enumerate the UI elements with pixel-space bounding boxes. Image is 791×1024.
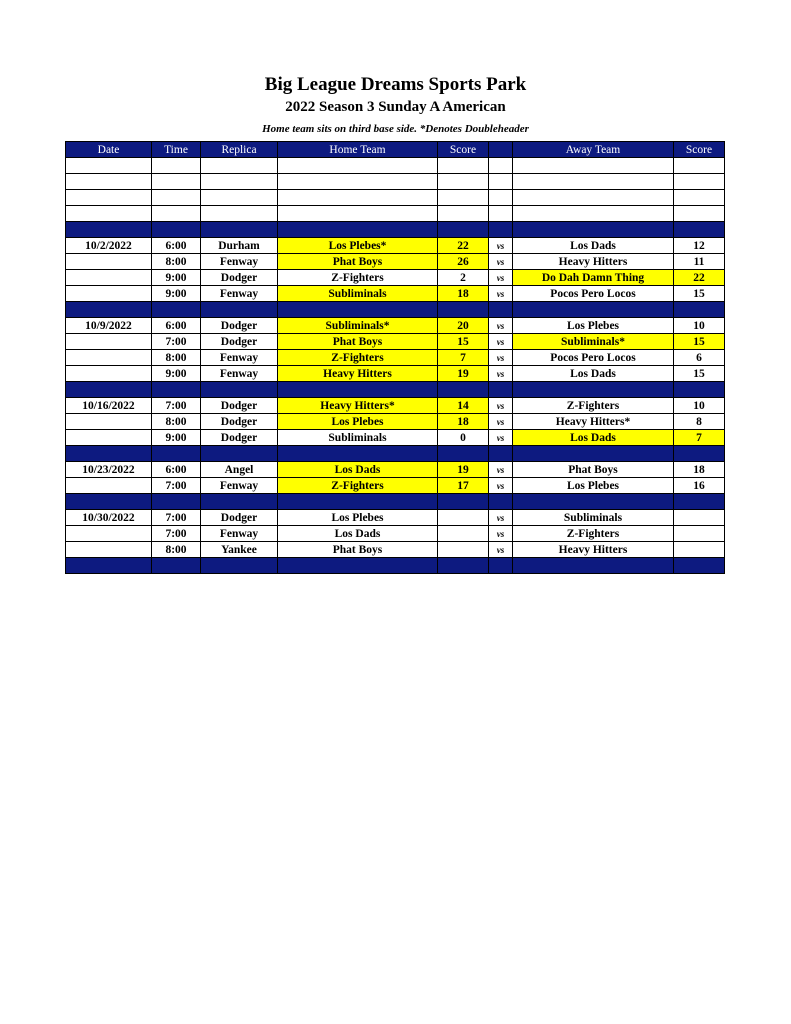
away-team-cell: Los Plebes [513, 318, 674, 334]
vs-cell: vs [489, 510, 513, 526]
away-score-cell: 11 [674, 254, 725, 270]
home-score-cell: 0 [438, 430, 489, 446]
away-team-cell: Do Dah Damn Thing [513, 270, 674, 286]
blank-cell [152, 174, 201, 190]
game-row [66, 254, 725, 270]
blank-cell [152, 190, 201, 206]
col-away-team: Away Team [513, 142, 674, 158]
home-score-cell: 15 [438, 334, 489, 350]
blank-cell [489, 206, 513, 222]
vs-cell: vs [489, 462, 513, 478]
home-team-cell: Los Dads [278, 526, 438, 542]
home-team-cell: Heavy Hitters* [278, 398, 438, 414]
separator-cell [201, 222, 278, 238]
separator-cell [278, 222, 438, 238]
game-row [66, 462, 725, 478]
separator-cell [438, 558, 489, 574]
blank-cell [278, 174, 438, 190]
vs-cell: vs [489, 254, 513, 270]
date-cell: 10/2/2022 [66, 238, 152, 254]
blank-cell [674, 190, 725, 206]
separator-cell [674, 302, 725, 318]
time-cell: 9:00 [152, 366, 201, 382]
home-score-cell [438, 510, 489, 526]
home-score-cell: 14 [438, 398, 489, 414]
game-row [66, 430, 725, 446]
date-cell [66, 350, 152, 366]
away-team-cell: Z-Fighters [513, 526, 674, 542]
away-score-cell: 10 [674, 398, 725, 414]
separator-cell [66, 222, 152, 238]
home-team-cell: Subliminals [278, 430, 438, 446]
separator-cell [278, 302, 438, 318]
separator-cell [674, 494, 725, 510]
vs-cell: vs [489, 286, 513, 302]
vs-cell: vs [489, 430, 513, 446]
time-cell: 6:00 [152, 318, 201, 334]
replica-cell: Dodger [201, 334, 278, 350]
time-cell: 6:00 [152, 238, 201, 254]
separator-cell [674, 446, 725, 462]
separator-row [66, 494, 725, 510]
vs-cell: vs [489, 398, 513, 414]
home-team-cell: Los Plebes [278, 414, 438, 430]
separator-cell [438, 222, 489, 238]
blank-cell [278, 190, 438, 206]
blank-cell [489, 158, 513, 174]
separator-cell [66, 382, 152, 398]
away-score-cell: 18 [674, 462, 725, 478]
blank-cell [489, 190, 513, 206]
blank-cell [66, 174, 152, 190]
game-row [66, 350, 725, 366]
vs-cell: vs [489, 350, 513, 366]
separator-cell [513, 382, 674, 398]
vs-cell: vs [489, 414, 513, 430]
separator-cell [152, 494, 201, 510]
home-team-cell: Los Plebes* [278, 238, 438, 254]
game-row [66, 270, 725, 286]
home-score-cell: 18 [438, 414, 489, 430]
blank-cell [438, 174, 489, 190]
time-cell: 8:00 [152, 542, 201, 558]
blank-cell [201, 190, 278, 206]
separator-row [66, 558, 725, 574]
home-score-cell: 22 [438, 238, 489, 254]
away-score-cell [674, 542, 725, 558]
date-cell [66, 270, 152, 286]
separator-cell [201, 302, 278, 318]
game-row [66, 318, 725, 334]
home-team-cell: Phat Boys [278, 334, 438, 350]
col-date: Date [66, 142, 152, 158]
separator-cell [201, 382, 278, 398]
replica-cell: Durham [201, 238, 278, 254]
replica-cell: Fenway [201, 478, 278, 494]
vs-cell: vs [489, 526, 513, 542]
date-cell: 10/16/2022 [66, 398, 152, 414]
time-cell: 7:00 [152, 478, 201, 494]
separator-row [66, 222, 725, 238]
replica-cell: Fenway [201, 350, 278, 366]
blank-cell [438, 206, 489, 222]
time-cell: 7:00 [152, 334, 201, 350]
away-team-cell: Subliminals [513, 510, 674, 526]
blank-row [66, 158, 725, 174]
away-team-cell: Phat Boys [513, 462, 674, 478]
away-score-cell: 22 [674, 270, 725, 286]
separator-cell [152, 558, 201, 574]
blank-cell [438, 190, 489, 206]
separator-cell [489, 382, 513, 398]
separator-cell [513, 494, 674, 510]
blank-cell [201, 206, 278, 222]
home-score-cell: 26 [438, 254, 489, 270]
game-row [66, 542, 725, 558]
date-cell [66, 542, 152, 558]
date-cell: 10/30/2022 [66, 510, 152, 526]
blank-row [66, 190, 725, 206]
game-row [66, 414, 725, 430]
blank-cell [513, 190, 674, 206]
time-cell: 7:00 [152, 510, 201, 526]
schedule-note: Home team sits on third base side. *Denotes Doubleheader [262, 123, 529, 135]
date-cell: 10/23/2022 [66, 462, 152, 478]
away-score-cell: 12 [674, 238, 725, 254]
home-team-cell: Phat Boys [278, 254, 438, 270]
separator-cell [438, 382, 489, 398]
vs-cell: vs [489, 334, 513, 350]
separator-cell [201, 446, 278, 462]
blank-row [66, 206, 725, 222]
col-home-team: Home Team [278, 142, 438, 158]
home-team-cell: Subliminals* [278, 318, 438, 334]
replica-cell: Yankee [201, 542, 278, 558]
replica-cell: Dodger [201, 510, 278, 526]
away-team-cell: Los Plebes [513, 478, 674, 494]
separator-row [66, 302, 725, 318]
replica-cell: Dodger [201, 270, 278, 286]
away-score-cell: 10 [674, 318, 725, 334]
page-title: Big League Dreams Sports Park [264, 74, 527, 95]
vs-cell: vs [489, 318, 513, 334]
col-replica: Replica [201, 142, 278, 158]
away-score-cell: 6 [674, 350, 725, 366]
separator-cell [513, 446, 674, 462]
away-team-cell: Los Dads [513, 430, 674, 446]
separator-cell [489, 494, 513, 510]
game-row [66, 238, 725, 254]
home-score-cell: 19 [438, 366, 489, 382]
blank-cell [513, 206, 674, 222]
home-team-cell: Los Plebes [278, 510, 438, 526]
season-subtitle: 2022 Season 3 Sunday A American [285, 99, 506, 115]
away-score-cell: 15 [674, 334, 725, 350]
separator-cell [278, 494, 438, 510]
separator-cell [438, 302, 489, 318]
replica-cell: Dodger [201, 414, 278, 430]
away-team-cell: Z-Fighters [513, 398, 674, 414]
date-cell [66, 478, 152, 494]
home-team-cell: Subliminals [278, 286, 438, 302]
home-team-cell: Z-Fighters [278, 350, 438, 366]
vs-cell: vs [489, 478, 513, 494]
time-cell: 8:00 [152, 414, 201, 430]
separator-cell [278, 558, 438, 574]
away-score-cell: 15 [674, 366, 725, 382]
date-cell: 10/9/2022 [66, 318, 152, 334]
separator-cell [674, 222, 725, 238]
vs-cell: vs [489, 270, 513, 286]
col-vs [489, 142, 513, 158]
date-cell [66, 526, 152, 542]
home-team-cell: Los Dads [278, 462, 438, 478]
time-cell: 9:00 [152, 430, 201, 446]
away-score-cell [674, 510, 725, 526]
schedule-body [66, 158, 725, 574]
separator-cell [513, 302, 674, 318]
home-score-cell: 20 [438, 318, 489, 334]
blank-cell [674, 158, 725, 174]
blank-cell [278, 158, 438, 174]
time-cell: 6:00 [152, 462, 201, 478]
blank-cell [152, 206, 201, 222]
replica-cell: Fenway [201, 366, 278, 382]
time-cell: 8:00 [152, 254, 201, 270]
header-row [66, 142, 725, 158]
home-team-cell: Heavy Hitters [278, 366, 438, 382]
separator-cell [489, 222, 513, 238]
replica-cell: Dodger [201, 398, 278, 414]
away-score-cell: 8 [674, 414, 725, 430]
time-cell: 7:00 [152, 526, 201, 542]
separator-cell [66, 302, 152, 318]
separator-cell [438, 494, 489, 510]
replica-cell: Dodger [201, 318, 278, 334]
game-row [66, 334, 725, 350]
blank-cell [201, 174, 278, 190]
separator-cell [438, 446, 489, 462]
separator-cell [489, 558, 513, 574]
separator-cell [66, 494, 152, 510]
separator-cell [201, 494, 278, 510]
time-cell: 9:00 [152, 270, 201, 286]
date-cell [66, 286, 152, 302]
blank-cell [66, 190, 152, 206]
blank-cell [438, 158, 489, 174]
game-row [66, 366, 725, 382]
away-team-cell: Heavy Hitters [513, 254, 674, 270]
home-team-cell: Phat Boys [278, 542, 438, 558]
replica-cell: Fenway [201, 286, 278, 302]
away-team-cell: Heavy Hitters [513, 542, 674, 558]
home-score-cell [438, 542, 489, 558]
col-time: Time [152, 142, 201, 158]
vs-cell: vs [489, 542, 513, 558]
home-score-cell [438, 526, 489, 542]
blank-cell [513, 158, 674, 174]
date-cell [66, 366, 152, 382]
replica-cell: Fenway [201, 526, 278, 542]
away-score-cell [674, 526, 725, 542]
away-team-cell: Los Dads [513, 238, 674, 254]
blank-cell [489, 174, 513, 190]
replica-cell: Dodger [201, 430, 278, 446]
date-cell [66, 254, 152, 270]
separator-cell [674, 382, 725, 398]
game-row [66, 478, 725, 494]
away-score-cell: 15 [674, 286, 725, 302]
separator-cell [66, 446, 152, 462]
home-score-cell: 2 [438, 270, 489, 286]
blank-cell [66, 158, 152, 174]
replica-cell: Angel [201, 462, 278, 478]
away-score-cell: 16 [674, 478, 725, 494]
away-team-cell: Subliminals* [513, 334, 674, 350]
blank-cell [201, 158, 278, 174]
blank-cell [513, 174, 674, 190]
separator-cell [278, 382, 438, 398]
away-team-cell: Los Dads [513, 366, 674, 382]
blank-cell [66, 206, 152, 222]
separator-cell [674, 558, 725, 574]
separator-cell [152, 222, 201, 238]
separator-cell [66, 558, 152, 574]
separator-row [66, 446, 725, 462]
home-team-cell: Z-Fighters [278, 478, 438, 494]
schedule-table [65, 141, 725, 574]
game-row [66, 510, 725, 526]
blank-row [66, 174, 725, 190]
away-team-cell: Pocos Pero Locos [513, 350, 674, 366]
game-row [66, 526, 725, 542]
separator-cell [513, 222, 674, 238]
separator-cell [201, 558, 278, 574]
date-cell [66, 334, 152, 350]
game-row [66, 398, 725, 414]
time-cell: 7:00 [152, 398, 201, 414]
away-team-cell: Pocos Pero Locos [513, 286, 674, 302]
date-cell [66, 430, 152, 446]
vs-cell: vs [489, 238, 513, 254]
separator-cell [513, 558, 674, 574]
separator-cell [152, 446, 201, 462]
blank-cell [674, 174, 725, 190]
time-cell: 8:00 [152, 350, 201, 366]
separator-cell [278, 446, 438, 462]
separator-cell [489, 302, 513, 318]
home-team-cell: Z-Fighters [278, 270, 438, 286]
blank-cell [278, 206, 438, 222]
home-score-cell: 7 [438, 350, 489, 366]
game-row [66, 286, 725, 302]
col-home-score: Score [438, 142, 489, 158]
blank-cell [674, 206, 725, 222]
date-cell [66, 414, 152, 430]
col-away-score: Score [674, 142, 725, 158]
away-score-cell: 7 [674, 430, 725, 446]
home-score-cell: 19 [438, 462, 489, 478]
home-score-cell: 17 [438, 478, 489, 494]
separator-cell [152, 302, 201, 318]
vs-cell: vs [489, 366, 513, 382]
separator-row [66, 382, 725, 398]
replica-cell: Fenway [201, 254, 278, 270]
time-cell: 9:00 [152, 286, 201, 302]
home-score-cell: 18 [438, 286, 489, 302]
separator-cell [152, 382, 201, 398]
away-team-cell: Heavy Hitters* [513, 414, 674, 430]
separator-cell [489, 446, 513, 462]
blank-cell [152, 158, 201, 174]
